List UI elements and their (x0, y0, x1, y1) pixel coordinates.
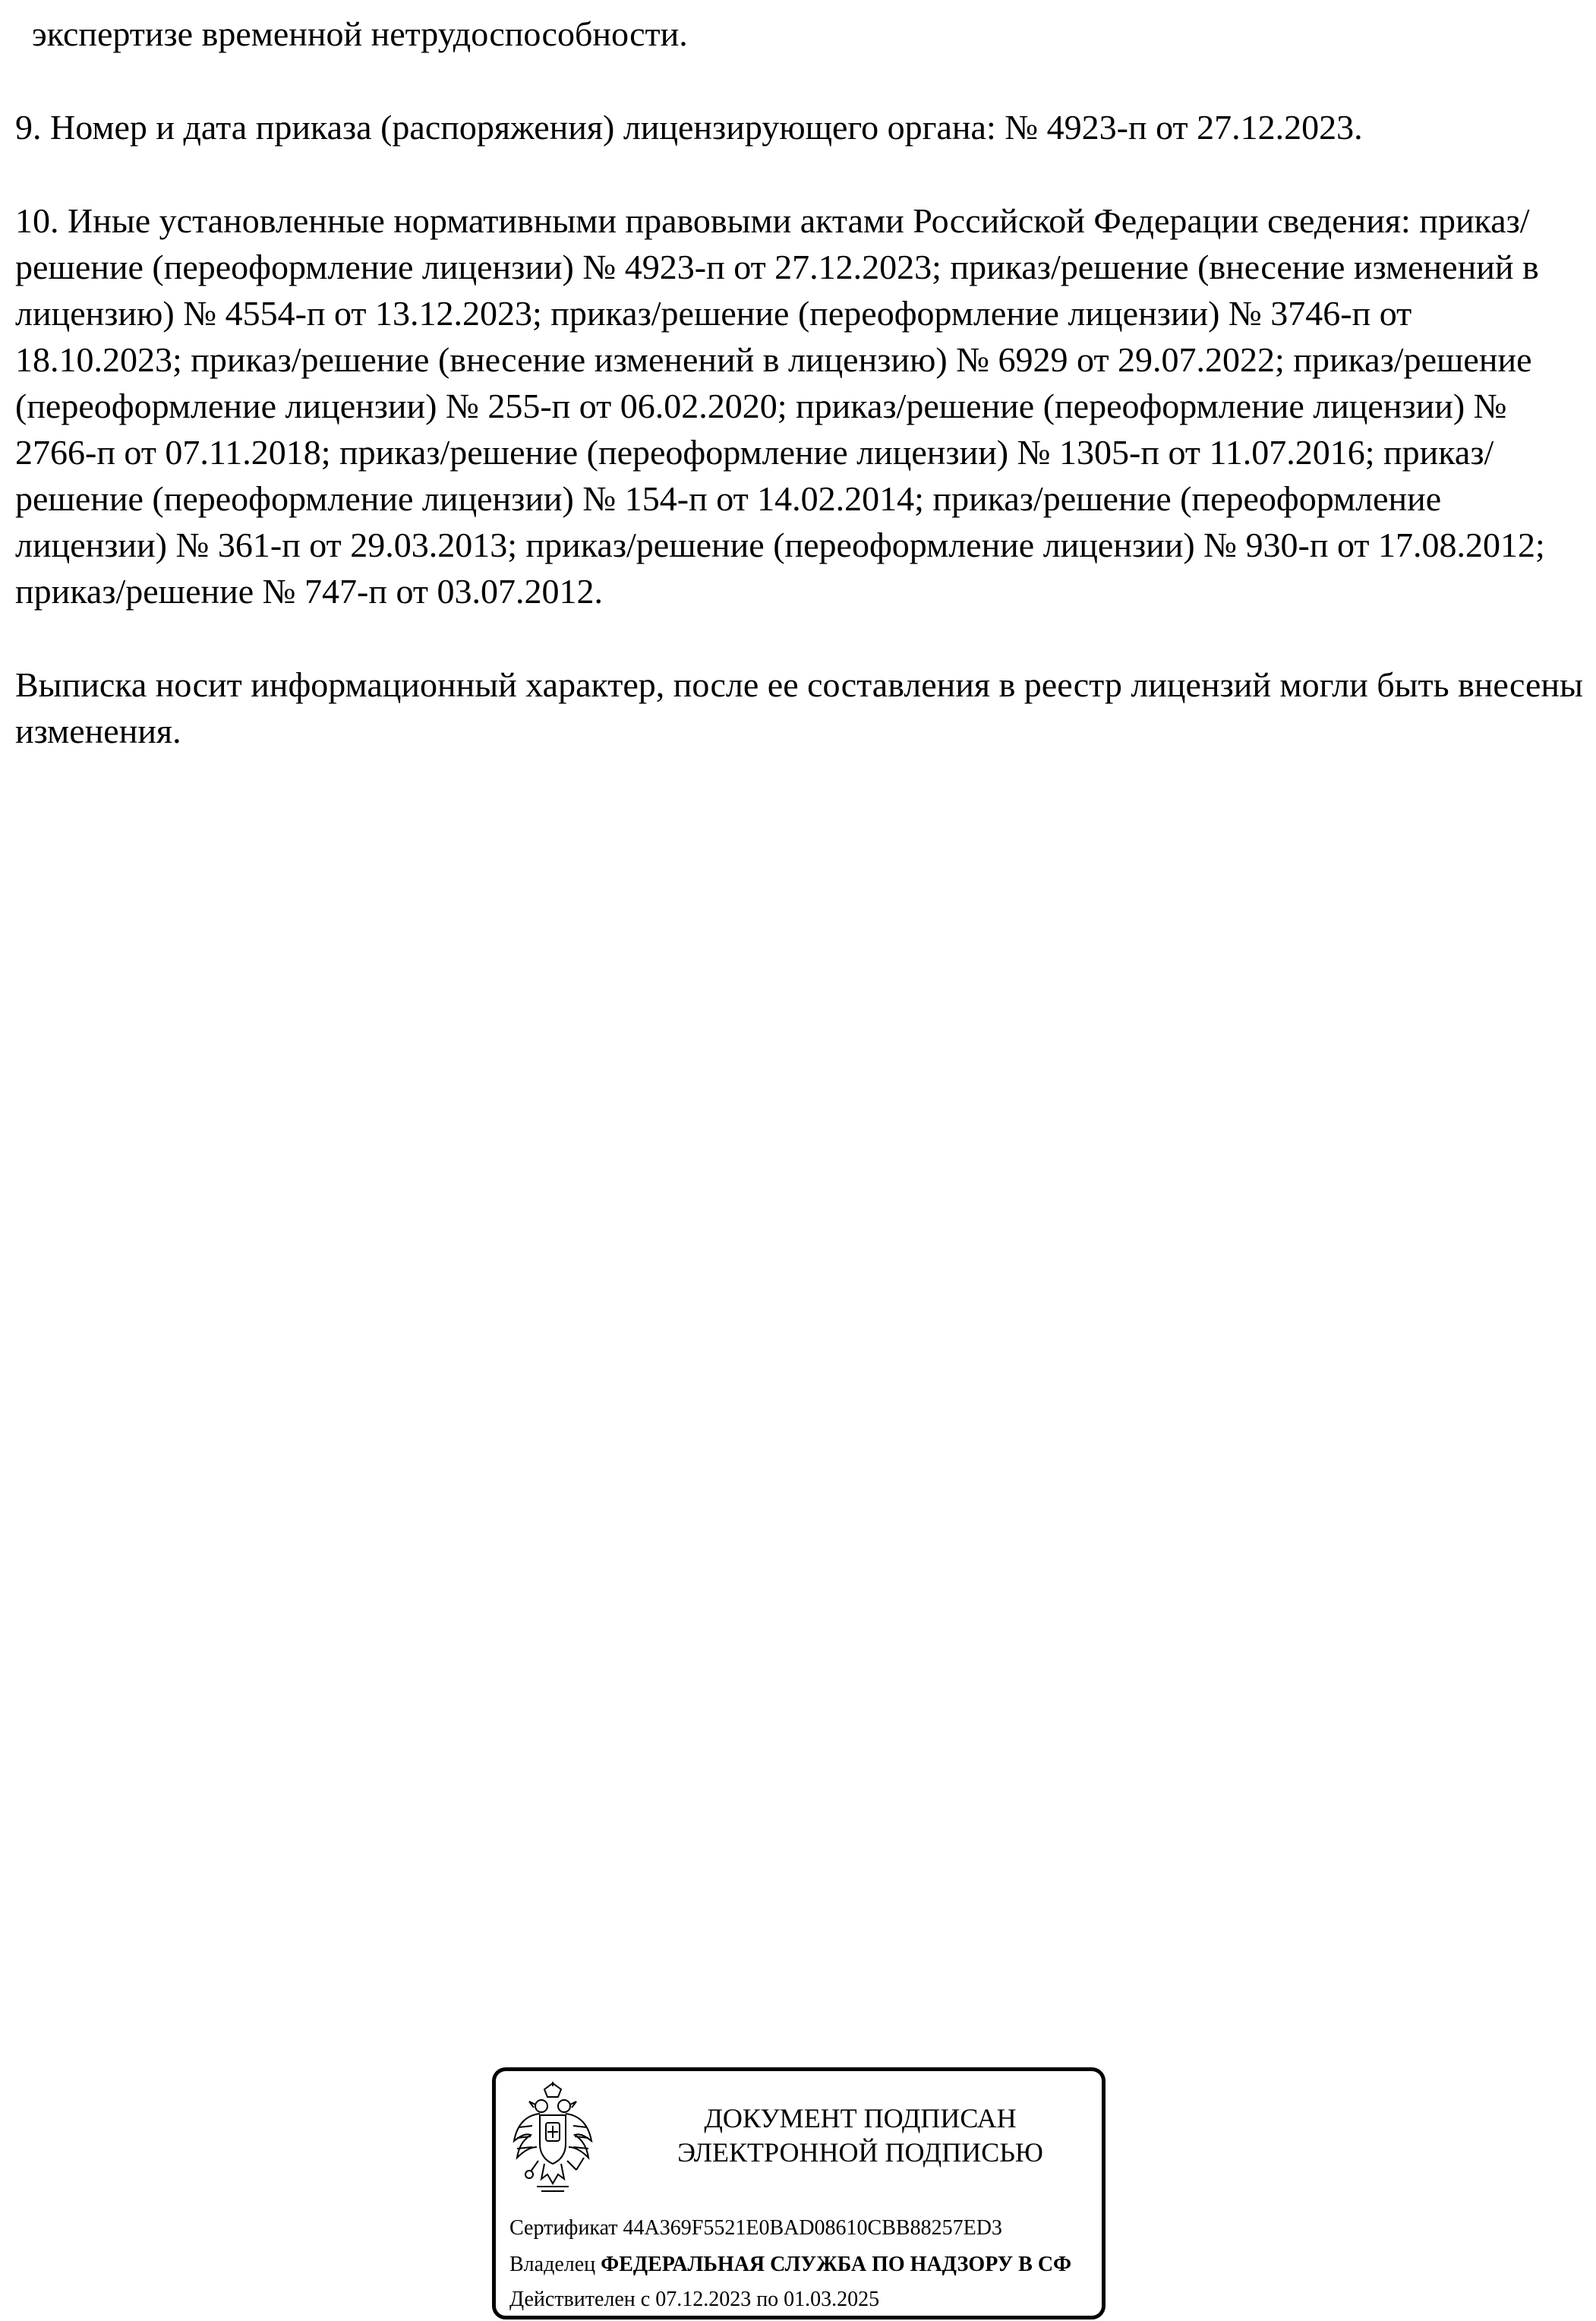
paragraph-gap (15, 57, 1587, 104)
stamp-owner (509, 2252, 1071, 2278)
owner-value: ФЕДЕРАЛЬНАЯ СЛУЖБА ПО НАДЗОРУ В СФ (601, 2253, 1072, 2276)
paragraph-gap (15, 614, 1587, 662)
stamp-title-line1: ДОКУМЕНТ ПОДПИСАН (704, 2103, 1017, 2133)
stamp-certificate (509, 2215, 1002, 2241)
stamp-title-line2: ЭЛЕКТРОННОЙ ПОДПИСЬЮ (677, 2137, 1043, 2168)
paragraph-item-9: 9. Номер и дата приказа (распоряжения) лицензирующего органа: № 4923-п от 27.12.2023. (15, 108, 1363, 147)
paragraph-continuation: экспертизе временной нетрудоспособности. (32, 14, 688, 53)
paragraph-disclaimer: Выписка носит информационный характер, после ее составления в реестр лицензий могли быть внесены изменения. (15, 665, 1583, 750)
certificate-label: Сертификат (509, 2216, 618, 2240)
russian-eagle-emblem-icon (511, 2082, 595, 2194)
certificate-value: 44A369F5521E0BAD08610CBB88257ED3 (623, 2216, 1002, 2240)
owner-label: Владелец (509, 2253, 596, 2276)
stamp-validity: Действителен с 07.12.2023 по 01.03.2025 (509, 2288, 880, 2311)
stamp-title (625, 2102, 1096, 2170)
paragraph-gap (15, 150, 1587, 197)
electronic-signature-stamp (492, 2067, 1106, 2319)
document-body (15, 11, 1587, 754)
paragraph-item-10: 10. Иные установленные нормативными правовыми актами Российской Федерации сведения: приказ/решение (переоформление лицензии) № 4923-п от 27.12.2023; приказ/решение (внесение изменений в лицензию) № 4554-п от 13.12.2023; приказ/решение (переоформление лицензии) № 3746-п от 18.10.2023; приказ/решение (внесение изменений в лицензию) № 6929 от 29.07.2022; приказ/решение (переоформление лицензии) № 255-п от 06.02.2020; приказ/решение (переоформление лицензии) № 2766-п от 07.11.2018; приказ/решение (переоформление лицензии) № 1305-п от 11.07.2016; приказ/решение (переоформление лицензии) № 154-п от 14.02.2014; приказ/решение (переоформление лицензии) № 361-п от 29.03.2013; приказ/решение (переоформление лицензии) № 930-п от 17.08.2012; приказ/решение № 747-п от 03.07.2012. (15, 201, 1545, 611)
